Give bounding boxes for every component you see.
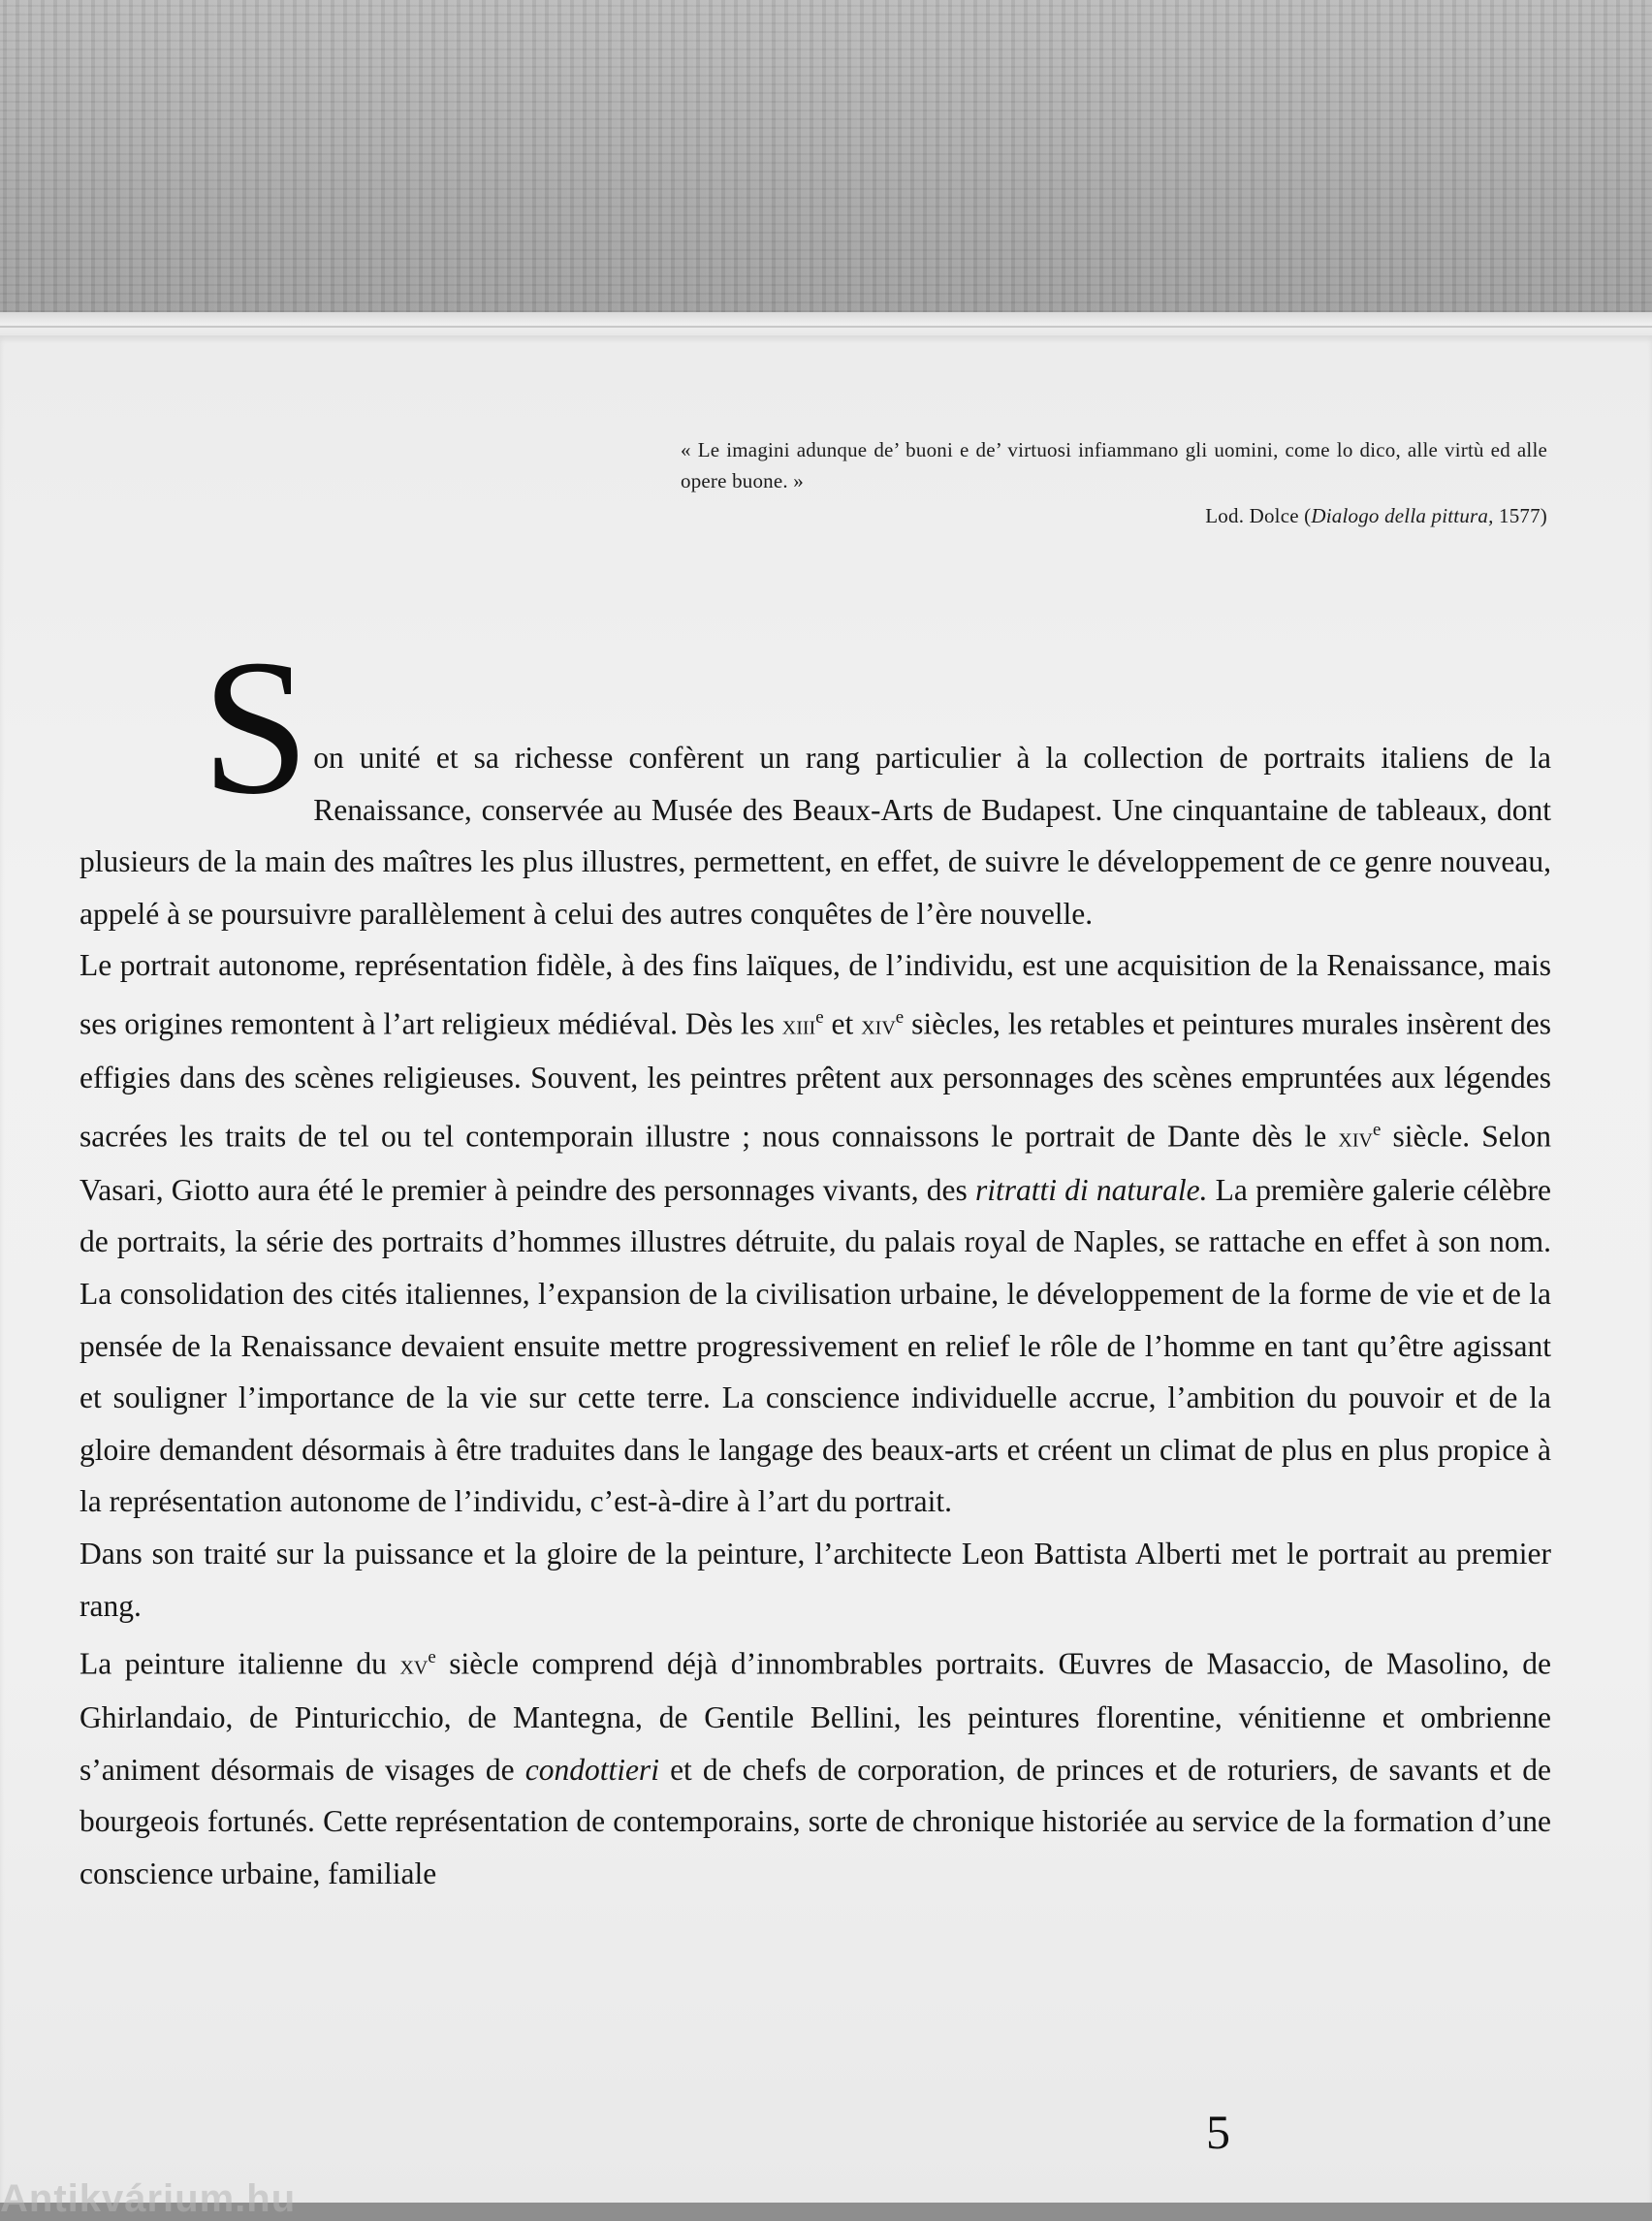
epigraph-author: Lod. Dolce ( xyxy=(1205,504,1312,527)
p2-segment-b: et xyxy=(823,1006,862,1041)
epigraph-year: 1577) xyxy=(1493,504,1547,527)
p4-segment-b: siècle comprend déjà d’innombrables portraits. Œuvres de Masaccio, de Masolino, de Ghirlandaio, de Pinturicchio, de Mantegna, de Gentile Bellini, les peintures florentine, vénitienne et ombrienne s’animent désormais de visages de xyxy=(79,1646,1551,1787)
p2-segment-a: Le portrait autonome, représentation fidèle, à des fins laïques, de l’individu, est une acquisition de la Renaissance, mais ses origines remontent à l’art religieux médiéval. Dès les xyxy=(79,948,1551,1041)
century-xv: xv xyxy=(399,1649,429,1681)
paragraph-2 xyxy=(79,939,1551,1528)
epigraph-source xyxy=(681,500,1547,531)
paragraph-4 xyxy=(79,1632,1551,1899)
century-xiii: xiii xyxy=(781,1009,816,1041)
superscript-e: e xyxy=(1372,1119,1382,1140)
century-xiv: xiv xyxy=(1338,1122,1373,1154)
background-wall xyxy=(0,0,1652,330)
paragraph-1-text: on unité et sa richesse confèrent un rang particulier à la collection de portraits italiens de la Renaissance, conservée au Musée des Beaux-Arts de Budapest. Une cinquantaine de tableaux, dont plusieurs de la main des maîtres les plus illustres, permettent, en effet, de suivre le développement de ce genre nouveau, appelé à se poursuivre parallèlement à celui des autres conquêtes de l’ère nouvelle. xyxy=(79,741,1551,931)
superscript-e: e xyxy=(428,1647,436,1668)
p2-segment-e: La première galerie célèbre de portraits, la série des portraits d’hommes illustres détruite, du palais royal de Naples, se rattache en effet à son nom. La consolidation des cités italiennes, l’expansion de la civilisation urbaine, le développement de la forme de vie et de la pensée de la Renaissance devaient ensuite mettre progressivement en relief le rôle de l’homme en tant qu’être agissant et souligner l’importance de la vie sur cette terre. La conscience individuelle accrue, l’ambition du pouvoir et de la gloire demandent désormais à être traduites dans le langage des beaux-arts et créent un climat de plus en plus propice à la représentation autonome de l’individu, c’est-à-dire à l’art du portrait. xyxy=(79,1172,1551,1519)
century-xiv: xiv xyxy=(861,1009,896,1041)
p2-segment-d: siècle. Selon Vasari, Giotto aura été le premier à peindre des personnages vivants, des xyxy=(79,1119,1551,1207)
body-text xyxy=(79,620,1551,1900)
p2-segment-c: siècles, les retables et peintures murales insèrent des effigies dans des scènes religieuses. Souvent, les peintres prêtent aux personnages des scènes empruntées aux légendes sacrées les traits de tel ou tel contemporain illustre ; nous connaissons le portrait de Dante dès le xyxy=(79,1006,1551,1154)
paragraph-3: Dans son traité sur la puissance et la gloire de la peinture, l’architecte Leon Battista Alberti met le portrait au premier rang. xyxy=(79,1536,1551,1623)
paragraph-1 xyxy=(79,620,1551,939)
epigraph-title: Dialogo della pittura, xyxy=(1311,504,1494,527)
superscript-e: e xyxy=(895,1006,905,1028)
drop-cap: S xyxy=(202,620,310,835)
italic-ritratti: ritratti di naturale. xyxy=(974,1172,1208,1207)
superscript-e: e xyxy=(815,1006,824,1028)
p4-segment-a: La peinture italienne du xyxy=(79,1646,400,1681)
page-edge-line xyxy=(0,326,1652,328)
watermark: Antikvárium.hu xyxy=(0,2177,297,2220)
epigraph xyxy=(681,434,1547,531)
epigraph-quote: « Le imagini adunque de’ buoni e de’ virtuosi infiammano gli uomini, come lo dico, alle virtù ed alle opere buone. » xyxy=(681,438,1547,492)
italic-condottieri: condottieri xyxy=(524,1752,659,1787)
p4-segment-c: et de chefs de corporation, de princes et de roturiers, de savants et de bourgeois fortunés. Cette représentation de contemporains, sorte de chronique historiée au service de la formation d’une conscience urbaine, familiale xyxy=(79,1752,1551,1890)
page-number: 5 xyxy=(1206,2105,1230,2159)
